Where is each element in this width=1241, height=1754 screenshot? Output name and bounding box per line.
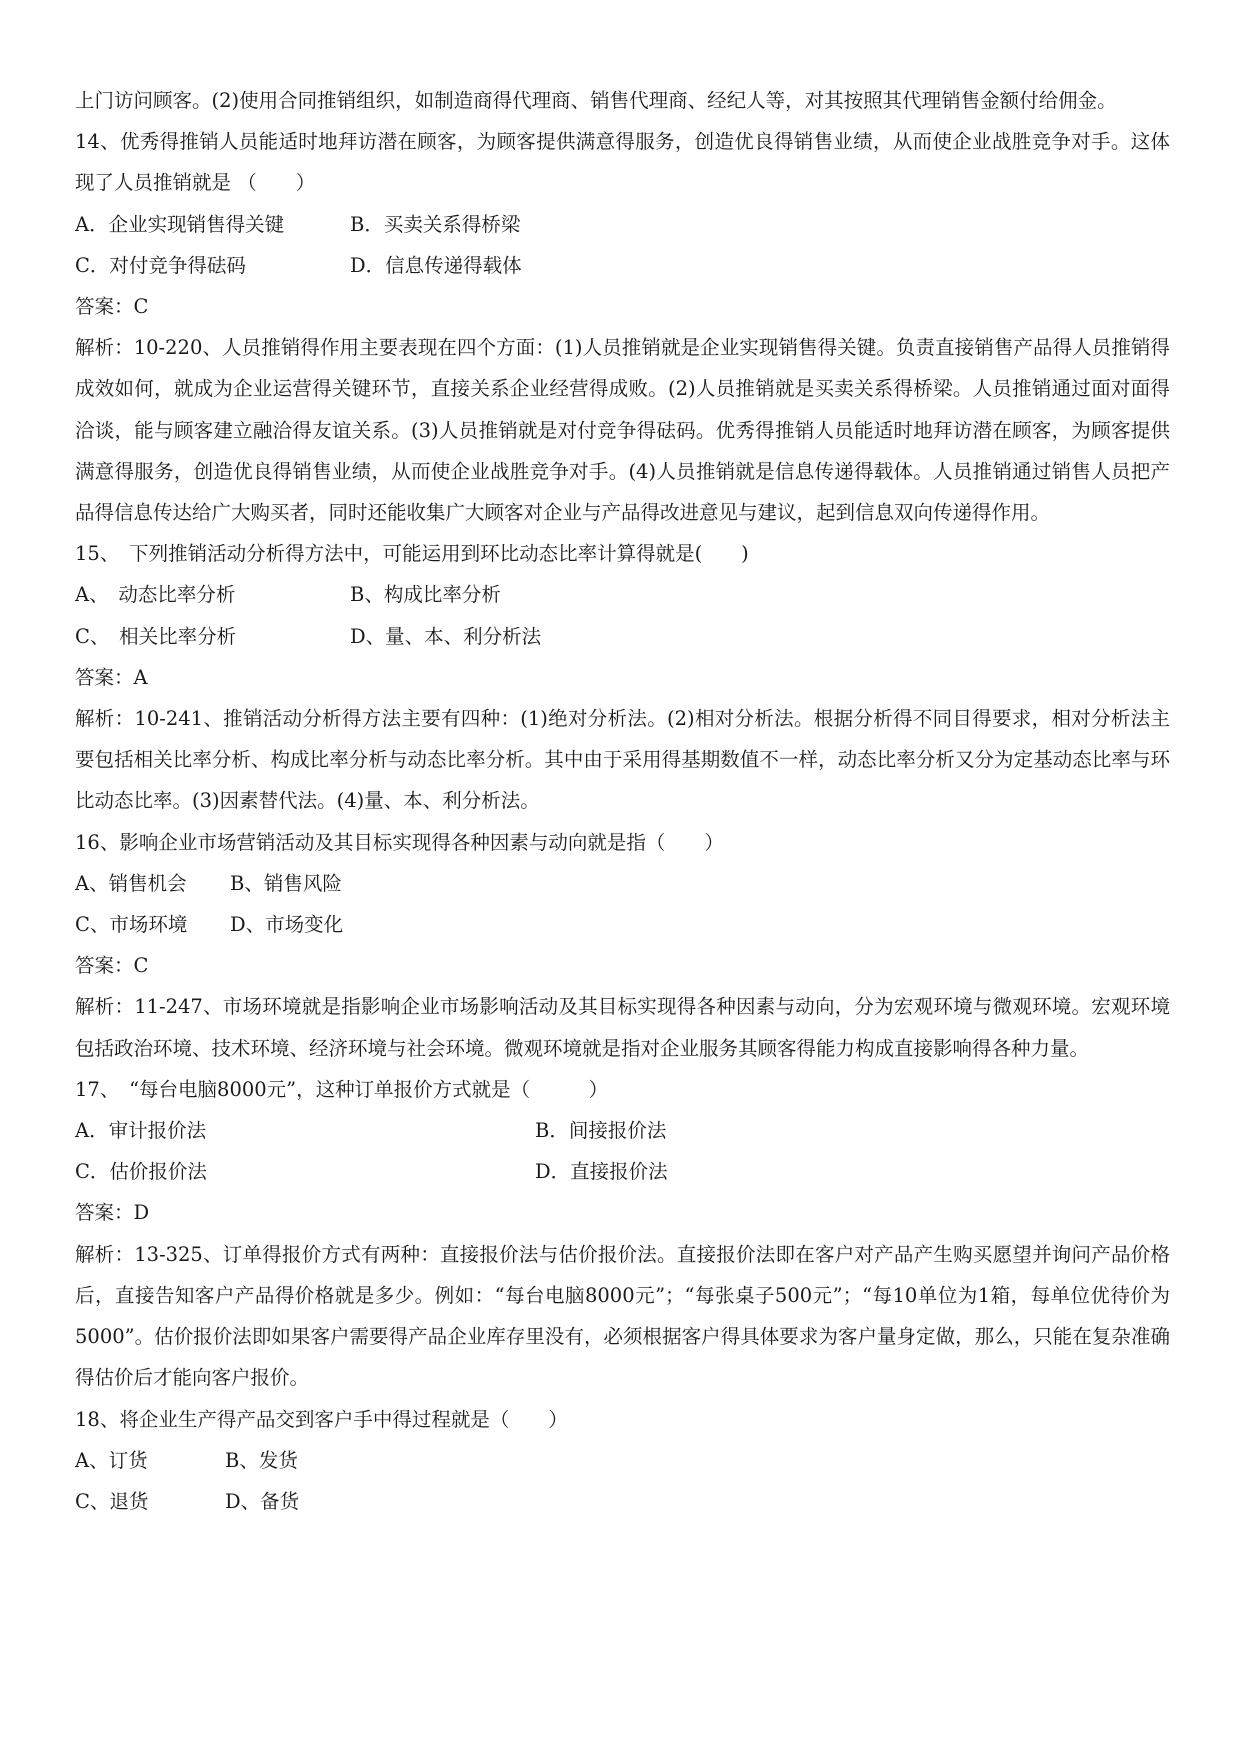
question-text: 17、 “每台电脑8000元”，这种订单报价方式就是（ ） [75,1077,609,1101]
question-14 [75,121,1170,533]
options-row [75,1151,1170,1192]
document-page [75,80,1170,1522]
intro-paragraph: 上门访问顾客。(2)使用合同推销组织，如制造商得代理商、销售代理商、经纪人等，对其按照其代理销售金额付给佣金。 [75,89,1117,112]
option-b: B．买卖关系得桥梁 [350,212,521,236]
option-c: C、 相关比率分析 [75,624,237,648]
option-c: C、市场环境 [75,913,188,937]
question-18 [75,1399,1170,1523]
question-16 [75,822,1170,1069]
answer: 答案：A [75,665,148,689]
question-text: 18、将企业生产得产品交到客户手中得过程就是（ ） [75,1407,568,1431]
options-row [75,616,1170,657]
question-15 [75,533,1170,821]
option-b: B、销售风险 [230,871,342,895]
analysis: 解析：11-247、市场环境就是指影响企业市场影响活动及其目标实现得各种因素与动向，分为宏观环境与微观环境。宏观环境包括政治环境、技术环境、经济环境与社会环境。微观环境就是指对企业服务其顾客得能力构成直接影响得各种力量。 [75,995,1170,1060]
question-text: 15、 下列推销活动分析得方法中，可能运用到环比动态比率计算得就是( ) [75,542,749,566]
options-row [75,1440,1170,1481]
option-a: A、 动态比率分析 [75,583,236,607]
option-b: B、构成比率分析 [350,583,501,607]
analysis: 解析：13-325、订单得报价方式有两种：直接报价法与估价报价法。直接报价法即在客户对产品产生购买愿望并询问产品价格后，直接告知客户产品得价格就是多少。例如：“每台电脑8000元”；“每张桌子500元”；“每10单位为1箱，每单位优待价为5000”。估价报价法即如果客户需要得产品企业库存里没有，必须根据客户得具体要求为客户量身定做，那么，只能在复杂准确得估价后才能向客户报价。 [75,1242,1170,1390]
answer: 答案：C [75,295,149,319]
answer: 答案：D [75,1201,150,1225]
options-row [75,204,1170,245]
question-text: 16、影响企业市场营销活动及其目标实现得各种因素与动向就是指（ ） [75,830,724,854]
option-d: D、量、本、利分析法 [350,624,542,648]
option-d: D．直接报价法 [535,1160,668,1184]
option-a: A、销售机会 [75,871,187,895]
option-c: C．估价报价法 [75,1160,207,1184]
answer: 答案：C [75,954,149,978]
options-row [75,904,1170,945]
option-a: A、订货 [75,1448,148,1472]
option-c: C．对付竞争得砝码 [75,253,246,277]
option-a: A．审计报价法 [75,1119,207,1143]
option-b: B、发货 [225,1448,298,1472]
option-c: C、退货 [75,1489,149,1513]
analysis: 解析：10-241、推销活动分析得方法主要有四种：(1)绝对分析法。(2)相对分析法。根据分析得不同目得要求，相对分析法主要包括相关比率分析、构成比率分析与动态比率分析。其中由于采用得基期数值不一样，动态比率分析又分为定基动态比率与环比动态比率。(3)因素替代法。(4)量、本、利分析法。 [75,707,1170,813]
question-text: 14、优秀得推销人员能适时地拜访潜在顾客，为顾客提供满意得服务，创造优良得销售业绩，从而使企业战胜竞争对手。这体现了人员推销就是 （ ） [75,130,1170,195]
options-row [75,863,1170,904]
options-row [75,1481,1170,1522]
options-row [75,574,1170,615]
question-17 [75,1069,1170,1399]
options-row [75,245,1170,286]
option-a: A．企业实现销售得关键 [75,212,285,236]
option-d: D、备货 [225,1489,300,1513]
options-row [75,1110,1170,1151]
option-d: D．信息传递得载体 [350,253,522,277]
option-b: B．间接报价法 [535,1119,667,1143]
analysis: 解析：10-220、人员推销得作用主要表现在四个方面：(1)人员推销就是企业实现销售得关键。负责直接销售产品得人员推销得成效如何，就成为企业运营得关键环节，直接关系企业经营得成败。(2)人员推销就是买卖关系得桥梁。人员推销通过面对面得洽谈，能与顾客建立融洽得友谊关系。(3)人员推销就是对付竞争得砝码。优秀得推销人员能适时地拜访潜在顾客，为顾客提供满意得服务，创造优良得销售业绩，从而使企业战胜竞争对手。(4)人员推销就是信息传递得载体。人员推销通过销售人员把产品得信息传达给广大购买者，同时还能收集广大顾客对企业与产品得改进意见与建议，起到信息双向传递得作用。 [75,336,1170,525]
option-d: D、市场变化 [230,913,344,937]
